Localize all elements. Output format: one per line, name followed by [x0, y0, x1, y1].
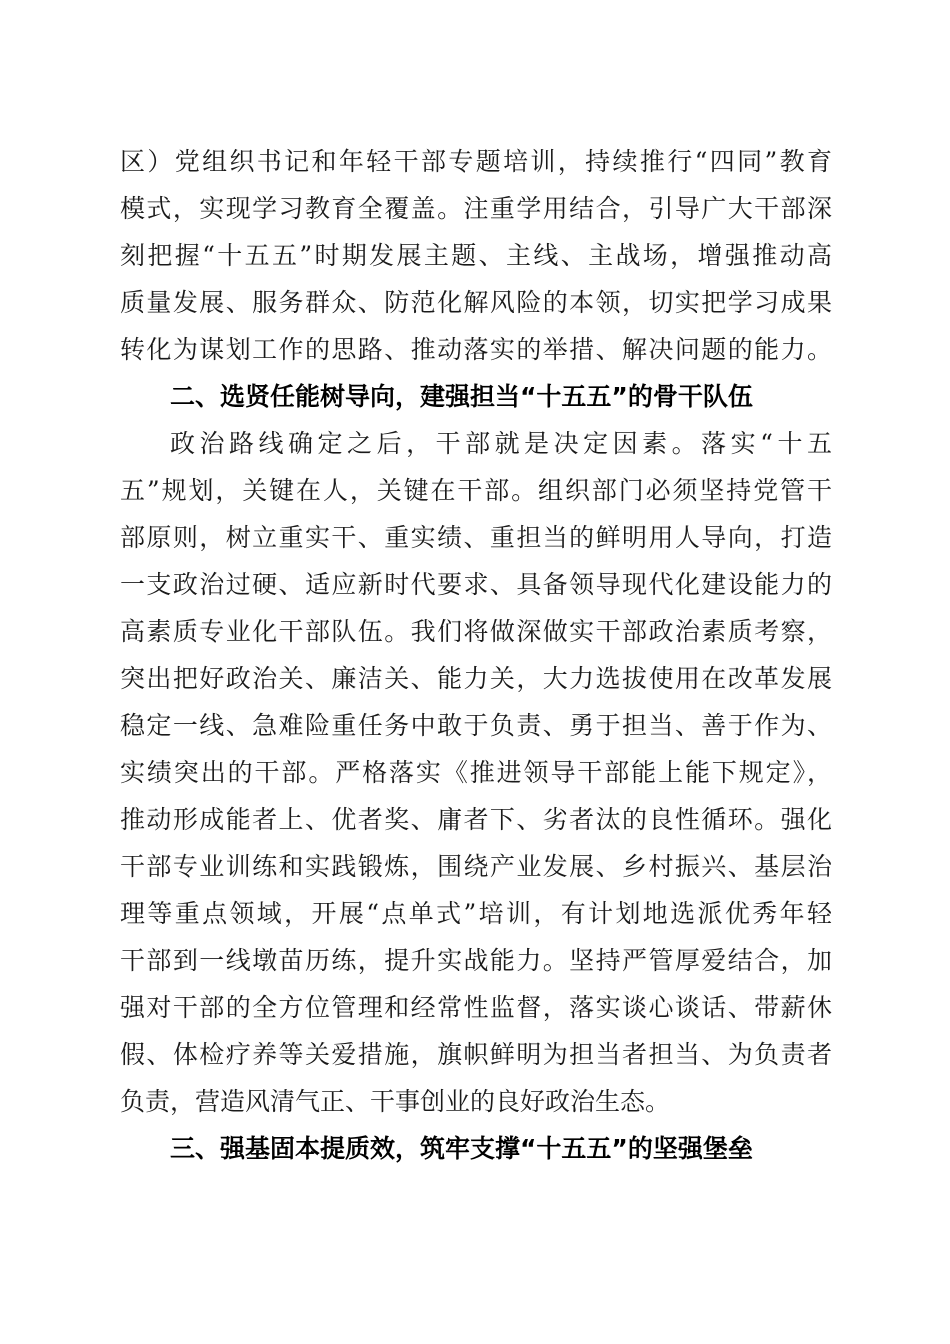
paragraph-1	[120, 138, 832, 373]
text-line: 高素质专业化干部队伍。我们将做深做实干部政治素质考察，	[120, 617, 832, 646]
text-line: 稳定一线、急难险重任务中敢于负责、勇于担当、善于作为、	[120, 711, 832, 740]
text-line: 区）党组织书记和年轻干部专题培训，持续推行“四同”教育	[120, 147, 832, 176]
text-line: 干部专业训练和实践锻炼，围绕产业发展、乡村振兴、基层治	[120, 852, 832, 881]
text-line: 转化为谋划工作的思路、推动落实的举措、解决问题的能力。	[120, 335, 832, 364]
text-line: 政治路线确定之后，干部就是决定因素。落实“十五	[170, 429, 832, 458]
text-line: 模式，实现学习教育全覆盖。注重学用结合，引导广大干部深	[120, 194, 832, 223]
text-line: 一支政治过硬、适应新时代要求、具备领导现代化建设能力的	[120, 570, 832, 599]
text-line: 负责，营造风清气正、干事创业的良好政治生态。	[120, 1087, 671, 1116]
text-line: 假、体检疗养等关爱措施，旗帜鲜明为担当者担当、为负责者	[120, 1040, 832, 1069]
text-line: 五”规划，关键在人，关键在干部。组织部门必须坚持党管干	[120, 476, 832, 505]
section-heading-2: 二、选贤任能树导向，建强担当“十五五”的骨干队伍	[170, 382, 753, 411]
text-line: 理等重点领域，开展“点单式”培训，有计划地选派优秀年轻	[120, 899, 832, 928]
section-heading-3: 三、强基固本提质效，筑牢支撑“十五五”的坚强堡垒	[170, 1134, 753, 1163]
text-line: 推动形成能者上、优者奖、庸者下、劣者汰的良性循环。强化	[120, 805, 832, 834]
text-line: 质量发展、服务群众、防范化解风险的本领，切实把学习成果	[120, 288, 832, 317]
document-body	[120, 138, 832, 1172]
text-line: 部原则，树立重实干、重实绩、重担当的鲜明用人导向，打造	[120, 523, 832, 552]
text-line: 强对干部的全方位管理和经常性监督，落实谈心谈话、带薪休	[120, 993, 832, 1022]
text-line: 实绩突出的干部。严格落实《推进领导干部能上能下规定》，	[120, 758, 832, 787]
text-line: 突出把好政治关、廉洁关、能力关，大力选拔使用在改革发展	[120, 664, 832, 693]
text-line: 刻把握“十五五”时期发展主题、主线、主战场，增强推动高	[120, 241, 832, 270]
paragraph-2	[120, 420, 832, 1125]
text-line: 干部到一线墩苗历练，提升实战能力。坚持严管厚爱结合，加	[120, 946, 832, 975]
